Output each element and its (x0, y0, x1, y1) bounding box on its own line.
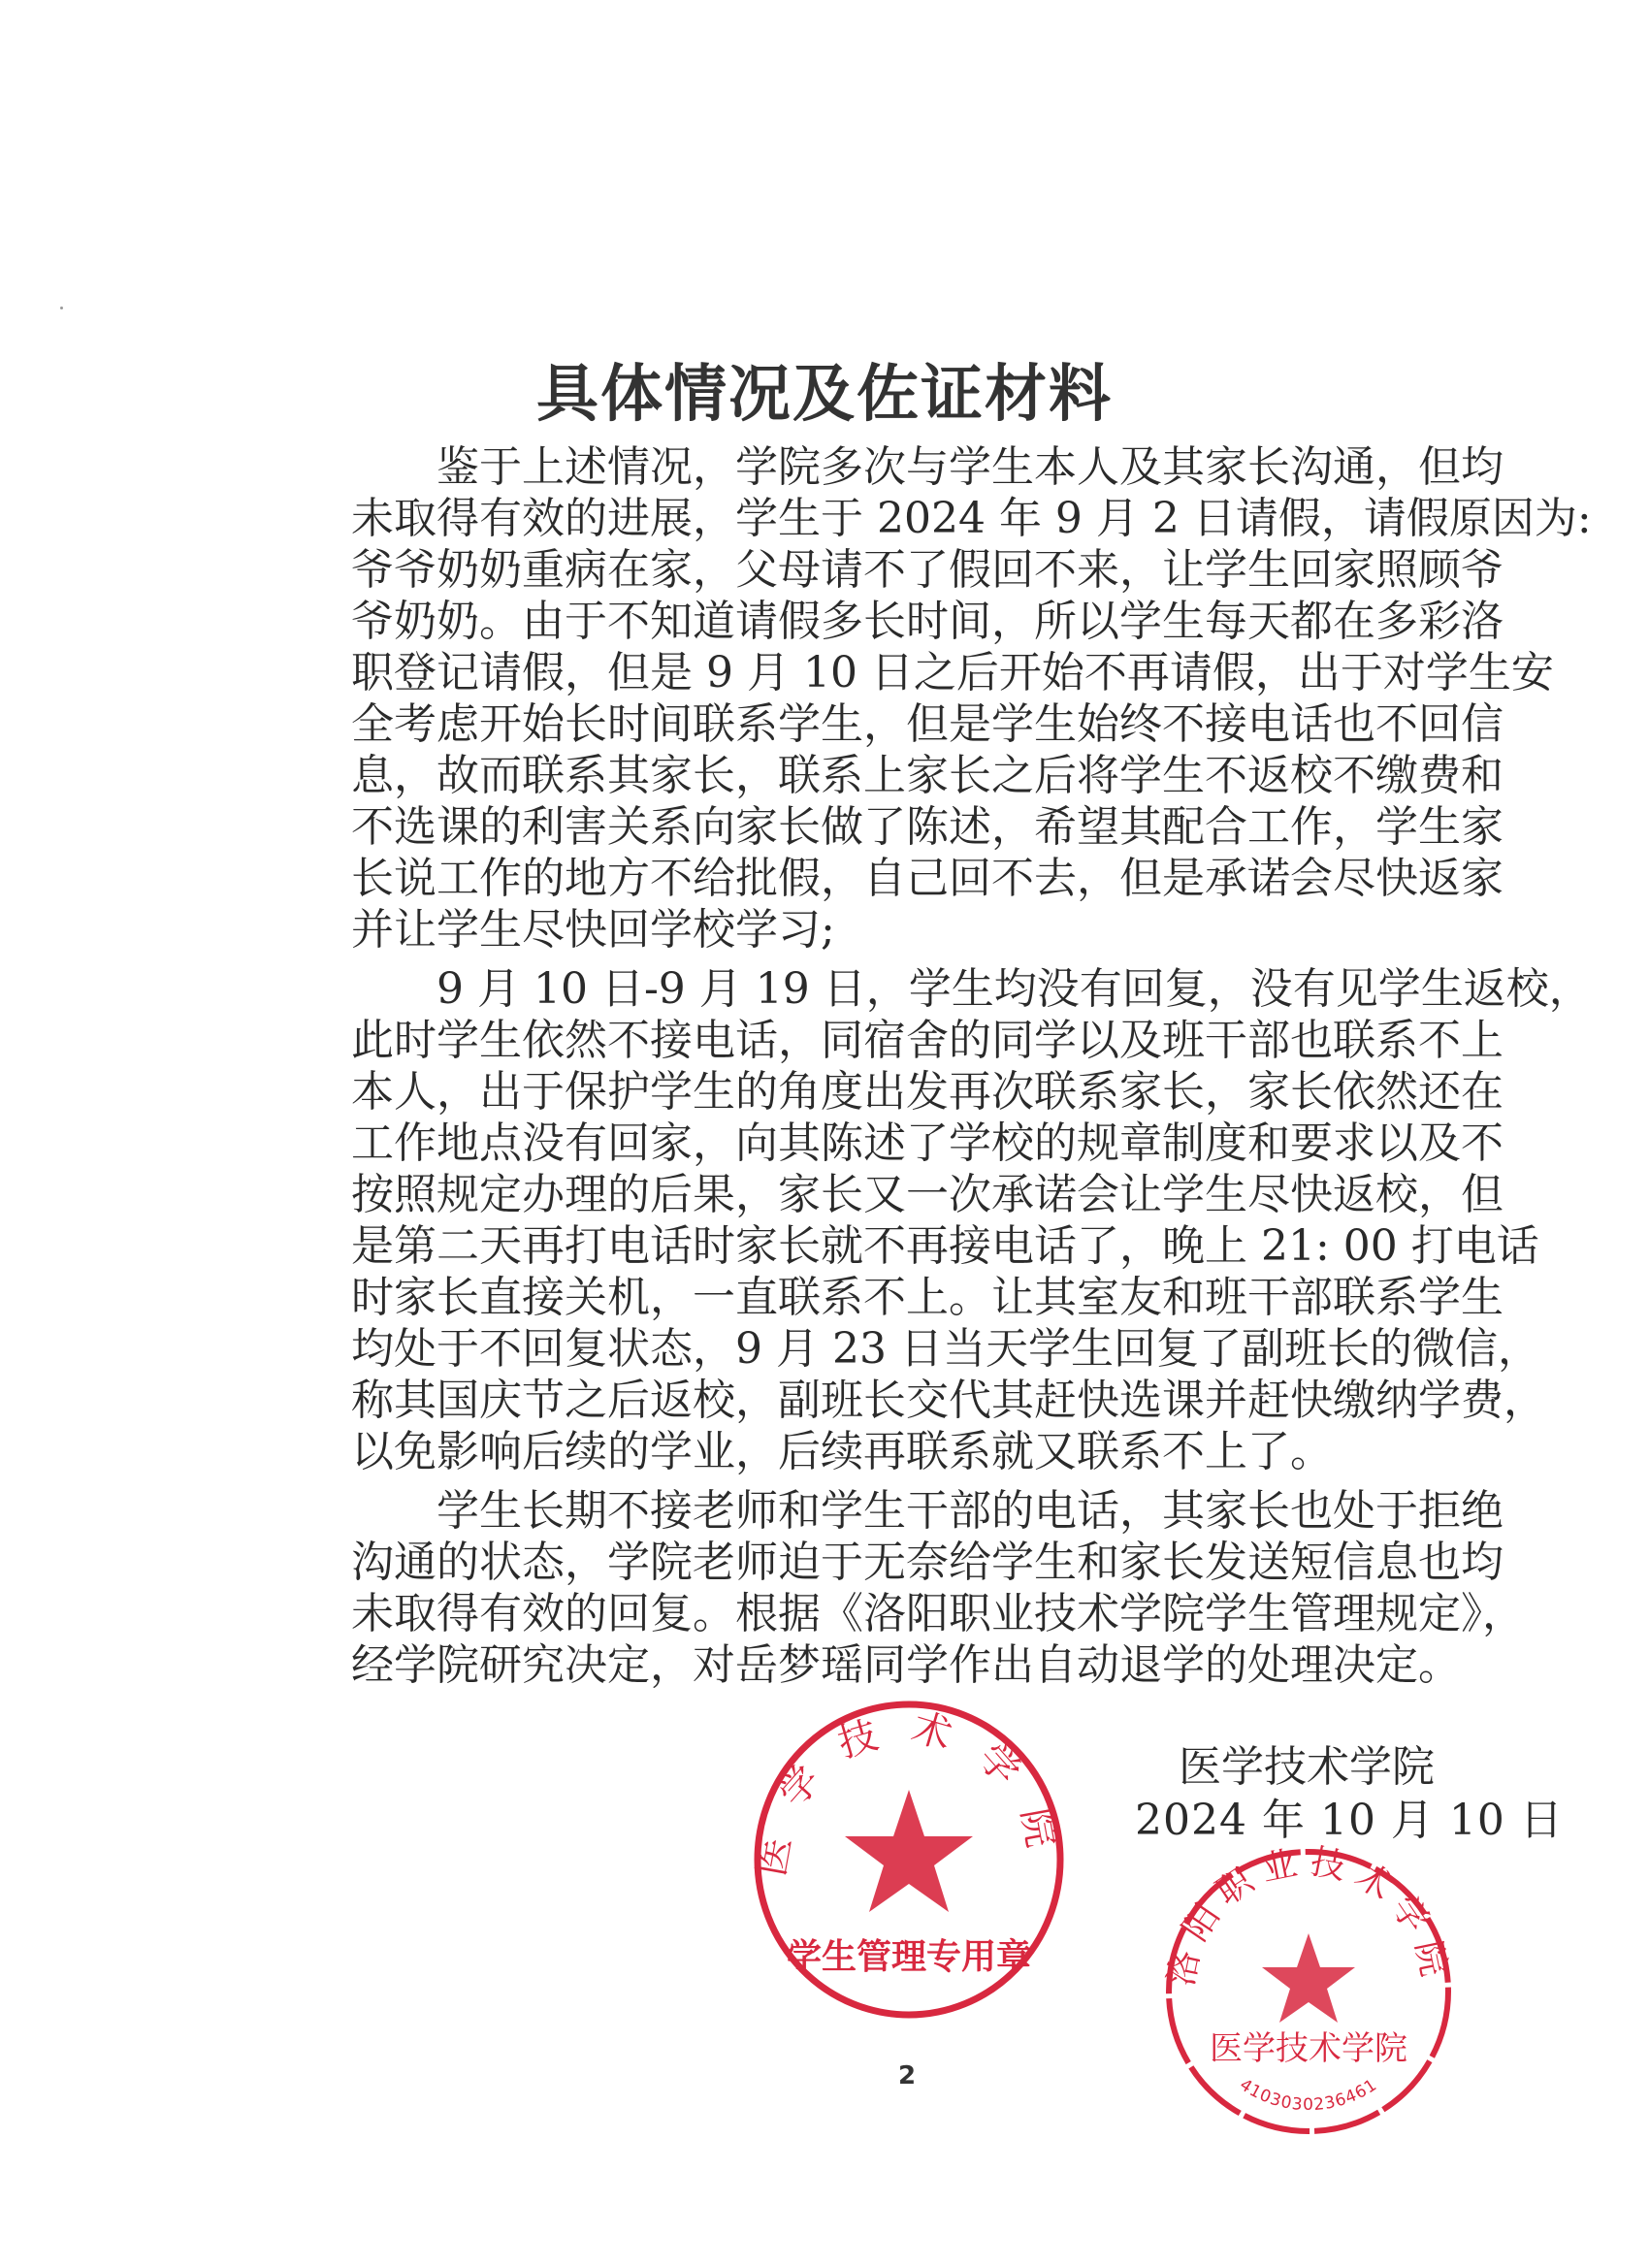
seal-bottom-text: 学生管理专用章 (786, 1937, 1032, 1977)
text-line: 未取得有效的进展，学生于 2024 年 9 月 2 日请假，请假原因为: (351, 494, 1592, 543)
text-line: 爷奶奶。由于不知道请假多长时间，所以学生每天都在多彩洛 (351, 597, 1504, 646)
text-line: 爷爷奶奶重病在家，父母请不了假回不来，让学生回家照顾爷 (351, 545, 1504, 595)
star-icon (845, 1790, 973, 1912)
text-line: 按照规定办理的后果，家长又一次承诺会让学生尽快返校，但 (351, 1170, 1504, 1219)
star-icon (1262, 1933, 1355, 2023)
text-line: 长说工作的地方不给批假，自己回不去，但是承诺会尽快返家 (351, 854, 1504, 903)
text-line: 未取得有效的回复。根据《洛阳职业技术学院学生管理规定》， (351, 1589, 1525, 1638)
text-line: 本人，出于保护学生的角度出发再次联系家长，家长依然还在 (351, 1067, 1504, 1117)
scan-speck (60, 307, 63, 309)
text-line: 经学院研究决定，对岳梦瑶同学作出自动退学的处理决定。 (351, 1640, 1461, 1690)
text-line: 沟通的状态，学院老师迫于无奈给学生和家长发送短信息也均 (351, 1538, 1504, 1587)
student-management-seal (749, 1700, 1069, 2020)
text-line: 以免影响后续的学业，后续再联系就又联系不上了。 (351, 1427, 1333, 1476)
text-line: 全考虑开始长时间联系学生，但是学生始终不接电话也不回信 (351, 699, 1504, 749)
text-line: 学生长期不接老师和学生干部的电话，其家长也处于拒绝 (436, 1486, 1504, 1536)
text-line: 时家长直接关机，一直联系不上。让其室友和班干部联系学生 (351, 1273, 1504, 1322)
text-line: 9 月 10 日-9 月 19 日，学生均没有回复，没有见学生返校， (436, 964, 1592, 1014)
seal-center-text: 医学技术学院 (1210, 2029, 1407, 2068)
seal-ring-text: 洛阳职业技术学院 (1161, 1841, 1456, 1990)
text-line: 息，故而联系其家长，联系上家长之后将学生不返校不缴费和 (351, 751, 1504, 800)
college-seal (1161, 1841, 1456, 2135)
text-line: 均处于不回复状态，9 月 23 日当天学生回复了副班长的微信， (351, 1324, 1540, 1374)
page-number: 2 (897, 2061, 917, 2090)
text-line: 并让学生尽快回学校学习; (351, 905, 835, 955)
text-line: 鉴于上述情况，学院多次与学生本人及其家长沟通，但均 (436, 442, 1504, 492)
document-title: 具体情况及佐证材料 (536, 358, 1113, 431)
seal-ring-text: 医学技术学院 (749, 1704, 1069, 1880)
text-line: 职登记请假，但是 9 月 10 日之后开始不再请假，出于对学生安 (351, 648, 1554, 697)
svg-text:4103030236461 (1236, 2075, 1381, 2115)
text-line: 此时学生依然不接电话，同宿舍的同学以及班干部也联系不上 (351, 1016, 1504, 1065)
signature-date: 2024 年 10 月 10 日 (1135, 1796, 1564, 1845)
text-line: 工作地点没有回家，向其陈述了学校的规章制度和要求以及不 (351, 1118, 1504, 1168)
document-body (351, 441, 1592, 1691)
text-line: 是第二天再打电话时家长就不再接电话了，晚上 21: 00 打电话 (351, 1221, 1539, 1271)
text-line: 称其国庆节之后返校，副班长交代其赶快选课并赶快缴纳学费， (351, 1376, 1546, 1425)
seal-code: 4103030236461 (1236, 2075, 1381, 2116)
signature-org: 医学技术学院 (1179, 1742, 1435, 1792)
text-line: 不选课的利害关系向家长做了陈述，希望其配合工作，学生家 (351, 802, 1504, 852)
